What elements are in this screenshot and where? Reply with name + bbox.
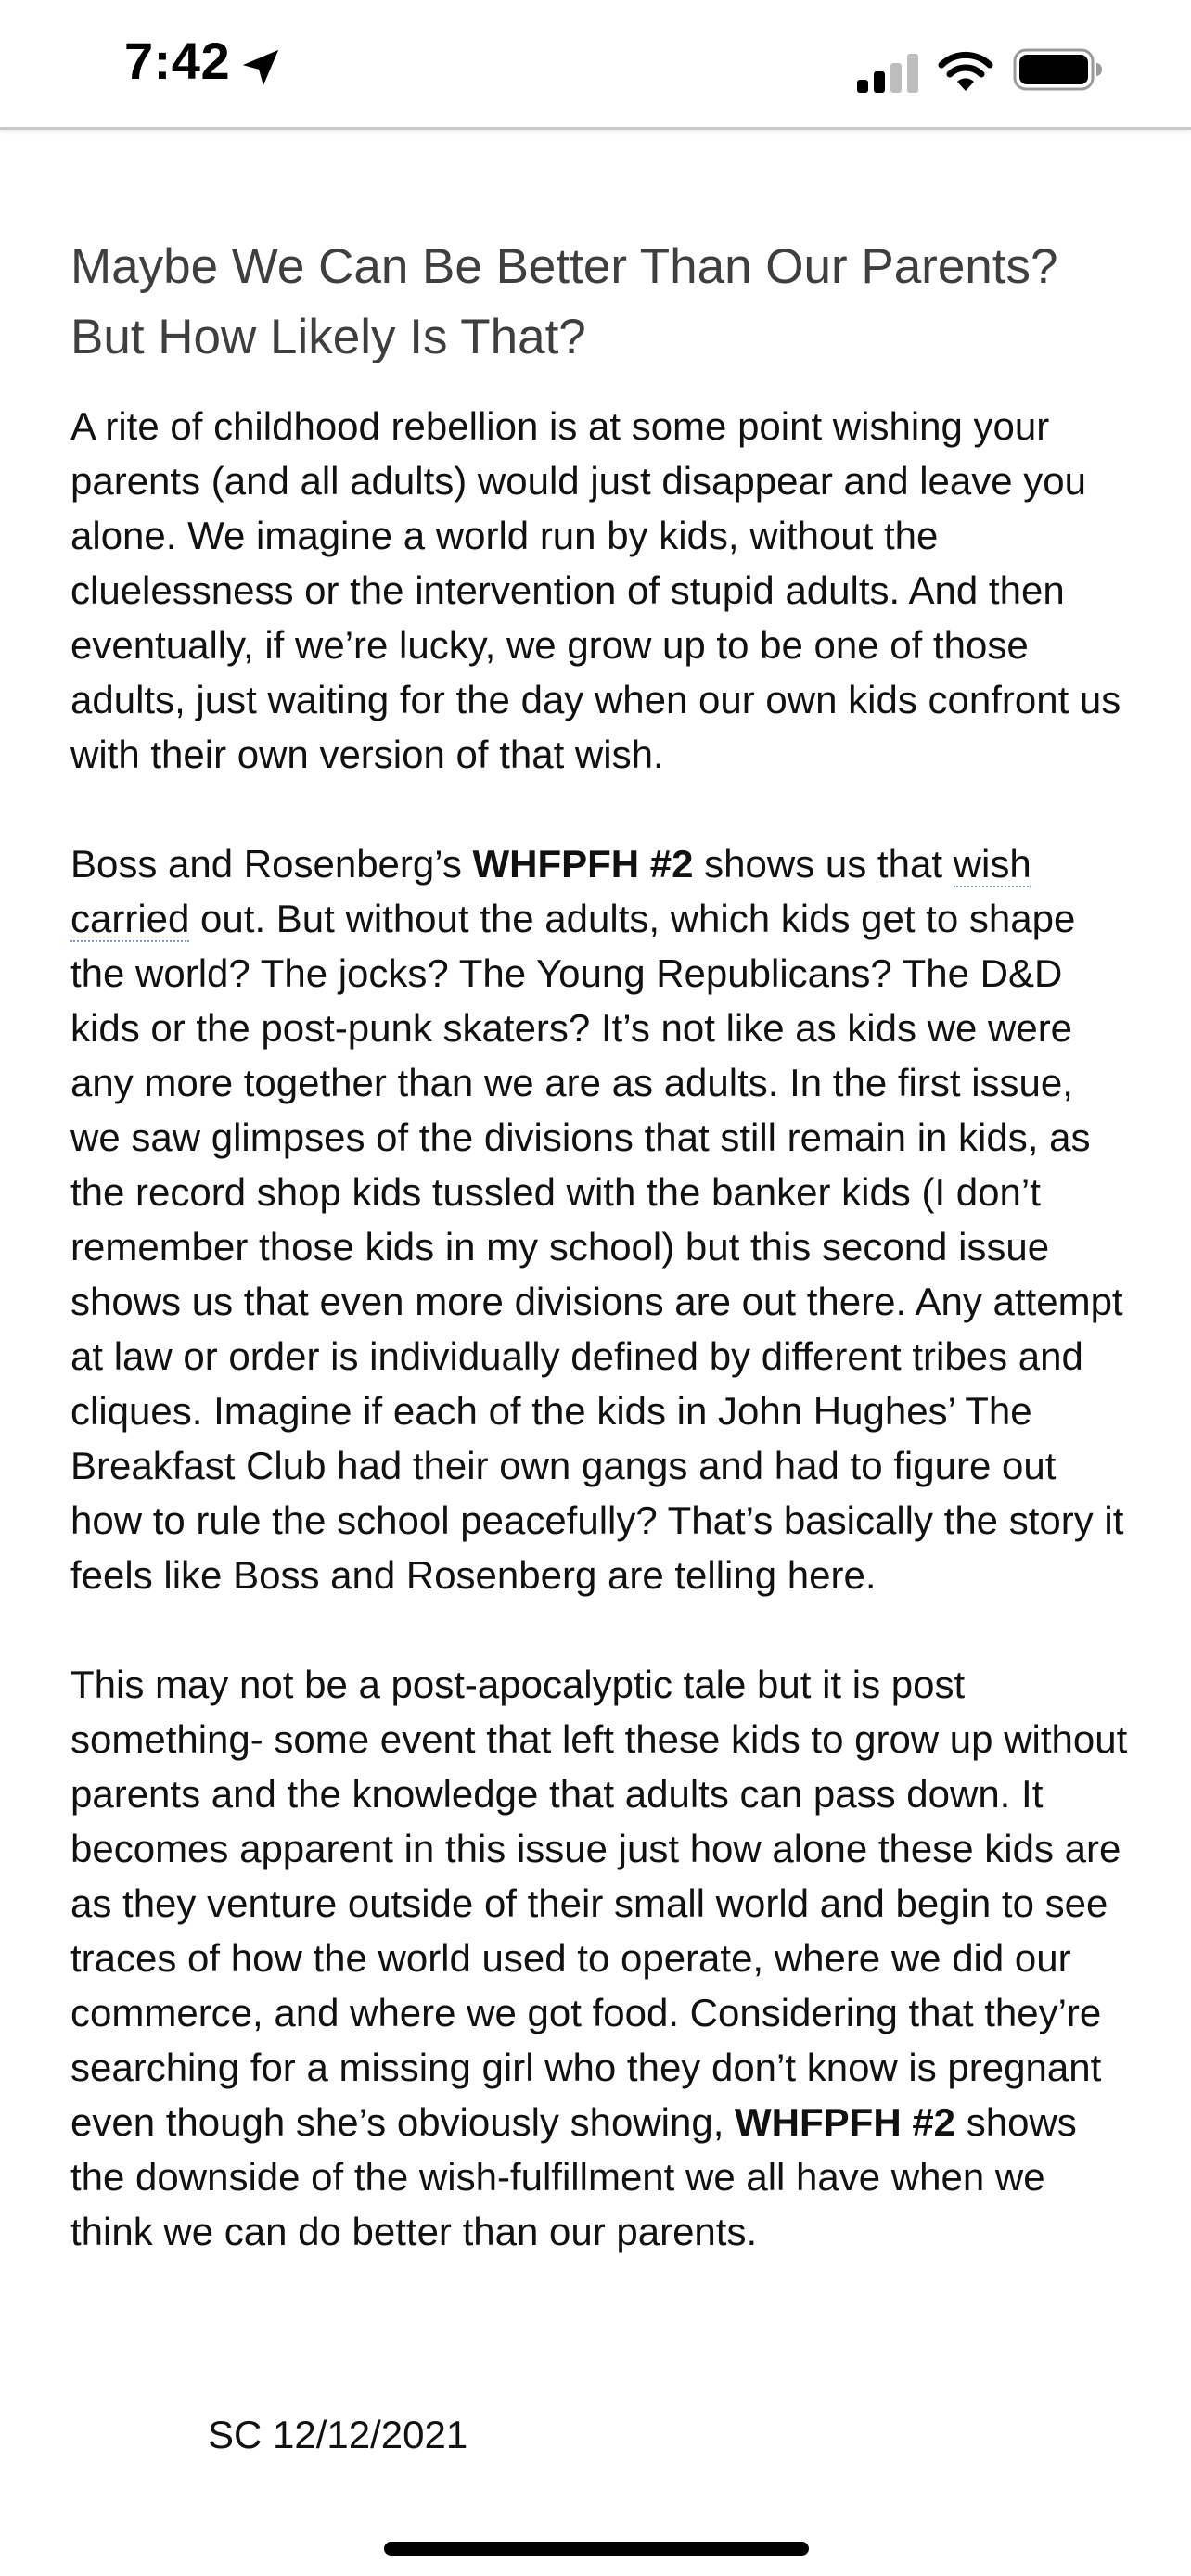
paragraph-2-text-after: out. But without the adults, which kids get to shape the world? The jocks? The Young Republicans? The D&D kids or the post-punk skaters? It’s not like as kids we were any more together than we are as adults. In the first issue, we saw glimpses of the divisions that still remain in kids, as the record shop kids tussled with the banker kids (I don’t remember those kids in my school) but this second issue shows us that even more divisions are out there. Any attempt at law or order is individually defined by different tribes and cliques. Imagine if each of the kids in John Hughes’ The Breakfast Club had their own gangs and had to figure out how to rule the school peacefully? That’s basically the story it feels like Boss and Rosenberg are telling here. (70, 897, 1124, 1597)
article-paragraph-1: A rite of childhood rebellion is at some point wishing your parents (and all adults) would just disappear and leave you alone. We imagine a world run by kids, without the cluelessness or the intervention of stupid adults. And then eventually, if we’re lucky, we grow up to be one of those adults, just waiting for the day when our own kids confront us with their own version of that wish. (70, 404, 1121, 776)
battery-icon (1013, 48, 1104, 91)
article-body (70, 232, 1128, 2314)
wish-carried-link[interactable]: wish carried (70, 842, 1031, 940)
wifi-icon (937, 48, 994, 93)
article-signature: SC 12/12/2021 (208, 2413, 468, 2456)
article-paragraph-2 (70, 836, 1128, 1602)
home-indicator[interactable] (384, 2542, 809, 2556)
location-arrow-icon (239, 46, 282, 89)
article-paragraph-3 (70, 1657, 1128, 2259)
paragraph-3-text-after: shows the downside of the wish-fulfillment we all have when we think we can do better than our parents. (70, 2100, 1077, 2253)
paragraph-2-text-before: Boss and Rosenberg’s (70, 842, 473, 886)
article-title: Maybe We Can Be Better Than Our Parents? But How Likely Is That? (70, 239, 1058, 364)
status-bar (0, 0, 1191, 130)
status-time: 7:42 (124, 32, 231, 90)
paragraph-3-text-before: This may not be a post-apocalyptic tale but it is post something- some event that left these kids to grow up without parents and the knowledge that adults can pass down. It becomes apparent in this issue just how alone these kids are as they venture outside of their small world and begin to see traces of how the world used to operate, where we did our commerce, and where we got food. Considering that they’re searching for a missing girl who they don’t know is pregnant even though she’s obviously showing, (70, 1663, 1128, 2144)
comic-title-bold: WHFPFH #2 (472, 842, 694, 886)
comic-title-bold: WHFPFH #2 (735, 2100, 956, 2144)
cellular-signal-icon (857, 54, 920, 93)
paragraph-2-text-middle: shows us that (693, 842, 954, 886)
